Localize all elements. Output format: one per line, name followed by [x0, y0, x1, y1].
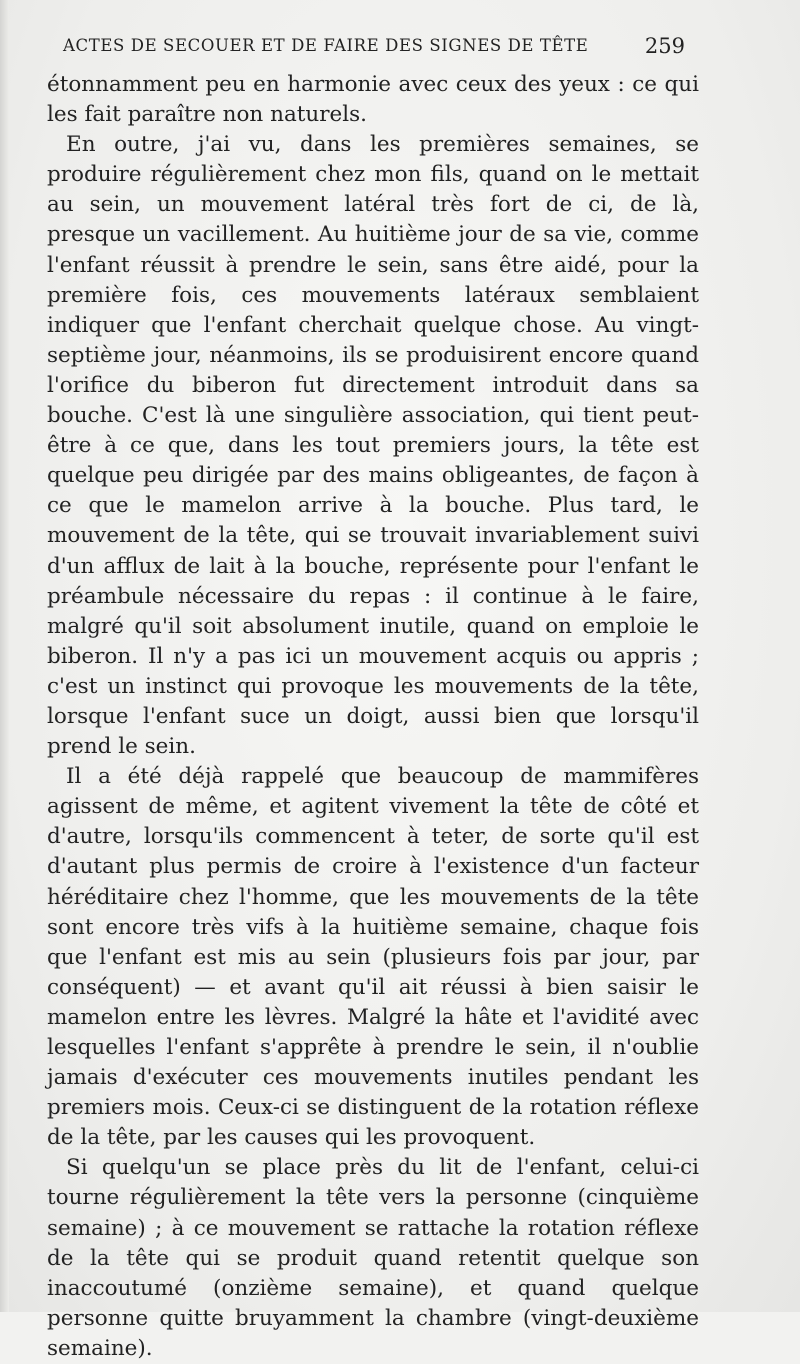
- body-text: [47, 70, 699, 1364]
- running-title: ACTES DE SECOUER ET DE FAIRE DES SIGNES DE TÊTE: [63, 36, 589, 55]
- paragraph: Il a été déjà rappelé que beaucoup de mammifères agissent de même, et agitent vivement la tête de côté et d'autre, lorsqu'ils commencent à teter, de sorte qu'il est d'autant plus permis de croire à l'existence d'un facteur héréditaire chez l'homme, que les mouvements de la tête sont encore très vifs à la huitième semaine, chaque fois que l'enfant est mis au sein (plusieurs fois par jour, par conséquent) — et avant qu'il ait réussi à bien saisir le mamelon entre les lèvres. Malgré la hâte et l'avidité avec lesquelles l'enfant s'apprête à prendre le sein, il n'oublie jamais d'exécuter ces mouvements inutiles pendant les premiers mois. Ceux-ci se distinguent de la rotation réflexe de la tête, par les causes qui les provoquent.: [47, 764, 699, 1151]
- page-header: [63, 34, 685, 64]
- paragraph-continuation: étonnamment peu en harmonie avec ceux des yeux : ce qui les fait paraître non naturels.: [47, 72, 699, 128]
- paragraph: En outre, j'ai vu, dans les premières semaines, se produire régulièrement chez mon fils, quand on le mettait au sein, un mouvement latéral très fort de ci, de là, presque un vacillement. Au huitième jour de sa vie, comme l'enfant réussit à prendre le sein, sans être aidé, pour la première fois, ces mouvements latéraux semblaient indiquer que l'enfant cherchait quelque chose. Au vingt-septième jour, néanmoins, ils se produisirent encore quand l'orifice du biberon fut directement introduit dans sa bouche. C'est là une singulière association, qui tient peut-être à ce que, dans les tout premiers jours, la tête est quelque peu dirigée par des mains obligeantes, de façon à ce que le mamelon arrive à la bouche. Plus tard, le mouvement de la tête, qui se trouvait invariablement suivi d'un afflux de lait à la bouche, représente pour l'enfant le préambule nécessaire du repas : il continue à le faire, malgré qu'il soit absolument inutile, quand on emploie le biberon. Il n'y a pas ici un mouvement acquis ou appris ; c'est un instinct qui provoque les mouvements de la tête, lorsque l'enfant suce un doigt, aussi bien que lorsqu'il prend le sein.: [47, 132, 699, 760]
- paragraph: Si quelqu'un se place près du lit de l'enfant, celui-ci tourne régulièrement la tête vers la personne (cinquième semaine) ; à ce mouvement se rattache la rotation réflexe de la tête qui se produit quand retentit quelque son inaccoutumé (onzième semaine), et quand quelque personne quitte bruyamment la chambre (vingt-deuxième semaine).: [47, 1155, 699, 1361]
- page-number: 259: [644, 34, 685, 58]
- page-binding-shadow: [0, 0, 9, 1312]
